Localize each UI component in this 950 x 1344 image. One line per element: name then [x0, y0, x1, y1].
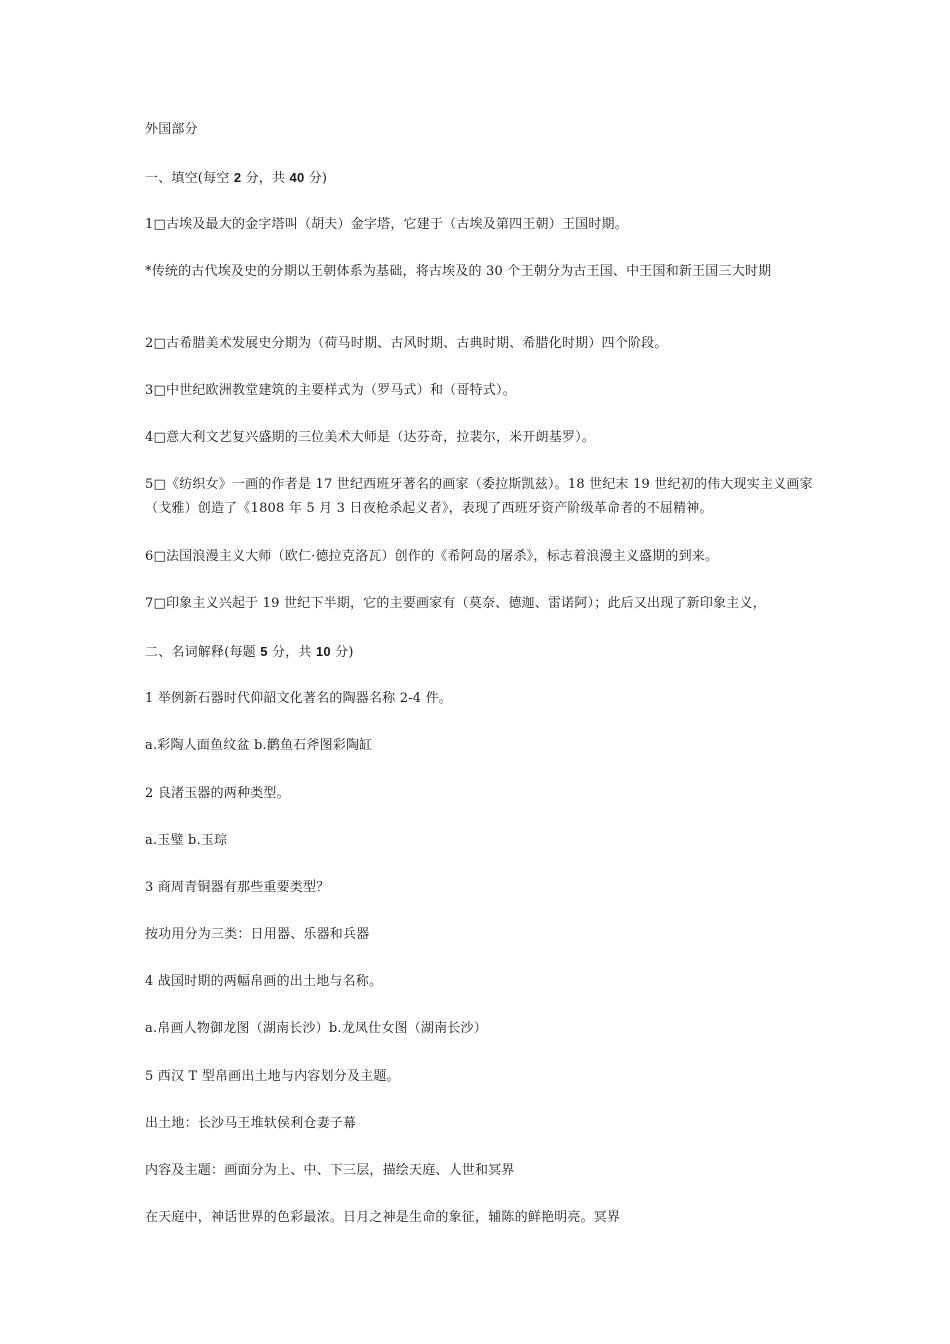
part1-heading [145, 166, 825, 191]
part2-heading-text: 二、名词解释(每题 [145, 645, 261, 660]
part2-heading [145, 640, 825, 665]
part1-heading-text: 一、填空(每空 [145, 171, 234, 186]
part2-heading-total: 10 [315, 644, 331, 659]
part1-item-6: 6□法国浪漫主义大师（欧仁·德拉克洛瓦）创作的《希阿岛的屠杀》，标志着浪漫主义盛期的到来。 [145, 549, 719, 564]
part2-item-2: 2 良渚玉器的两种类型。 [145, 786, 290, 801]
part2-heading-text-mid: 分，共 [267, 645, 316, 660]
part2-answer-3: 按功用分为三类：日用器、乐器和兵器 [145, 927, 370, 942]
part2-item-3: 3 商周青铜器有那些重要类型？ [145, 880, 330, 895]
part1-heading-text-mid: 分，共 [241, 171, 290, 186]
part2-item-5: 5 西汉 T 型帛画出土地与内容划分及主题。 [145, 1069, 400, 1084]
part2-answer-2: a.玉璧 b.玉琮 [145, 833, 228, 848]
part2-answer-5-detail: 在天庭中，神话世界的色彩最浓。日月之神是生命的象征，辅陈的鲜艳明亮。冥界 [145, 1210, 621, 1225]
part1-heading-total: 40 [289, 170, 305, 185]
part2-answer-1: a.彩陶人面鱼纹盆 b.鹳鱼石斧图彩陶缸 [145, 738, 373, 753]
part2-answer-5-location: 出土地：长沙马王堆轪侯利仓妻子幕 [145, 1116, 357, 1131]
part2-item-1: 1 举例新石器时代仰韶文化著名的陶器名称 2-4 件。 [145, 691, 453, 706]
part1-item-1: 1□古埃及最大的金字塔叫（胡夫）金字塔，它建于（古埃及第四王朝）王国时期。 [145, 217, 628, 232]
part1-heading-points: 2 [233, 170, 242, 185]
section-title: 外国部分 [145, 122, 198, 137]
part2-answer-4: a.帛画人物御龙图（湖南长沙）b.龙凤仕女图（湖南长沙） [145, 1021, 487, 1036]
part1-heading-text-end: 分) [304, 171, 328, 186]
part1-note: *传统的古代埃及史的分期以王朝体系为基础，将古埃及的 30 个王朝分为古王国、中王国和新王国三大时期 [145, 264, 772, 279]
part2-item-4: 4 战国时期的两幅帛画的出土地与名称。 [145, 974, 383, 989]
part1-item-5: 5□《纺织女》一画的作者是 17 世纪西班牙著名的画家（委拉斯凯兹）。18 世纪末 19 世纪初的伟大现实主义画家（戈雅）创造了《1808 年 5 月 3 日夜枪杀起义者》，表现了西班牙资产阶级革命者的不屈精神。 [145, 477, 813, 516]
part2-heading-points: 5 [260, 644, 268, 659]
part2-answer-5-content: 内容及主题：画面分为上、中、下三层，描绘天庭、人世和冥界 [145, 1163, 515, 1178]
part1-item-2: 2□古希腊美术发展史分期为（荷马时期、古风时期、古典时期、希腊化时期）四个阶段。 [145, 336, 668, 351]
part1-item-7: 7□印象主义兴起于 19 世纪下半期，它的主要画家有（莫奈、德迦、雷诺阿）；此后又出现了新印象主义， [145, 596, 766, 611]
part1-item-4: 4□意大利文艺复兴盛期的三位美术大师是（达芬奇，拉裴尔，米开朗基罗）。 [145, 430, 596, 445]
part2-heading-text-end: 分) [330, 645, 354, 660]
part1-item-3: 3□中世纪欧洲教堂建筑的主要样式为（罗马式）和（哥特式）。 [145, 383, 516, 398]
